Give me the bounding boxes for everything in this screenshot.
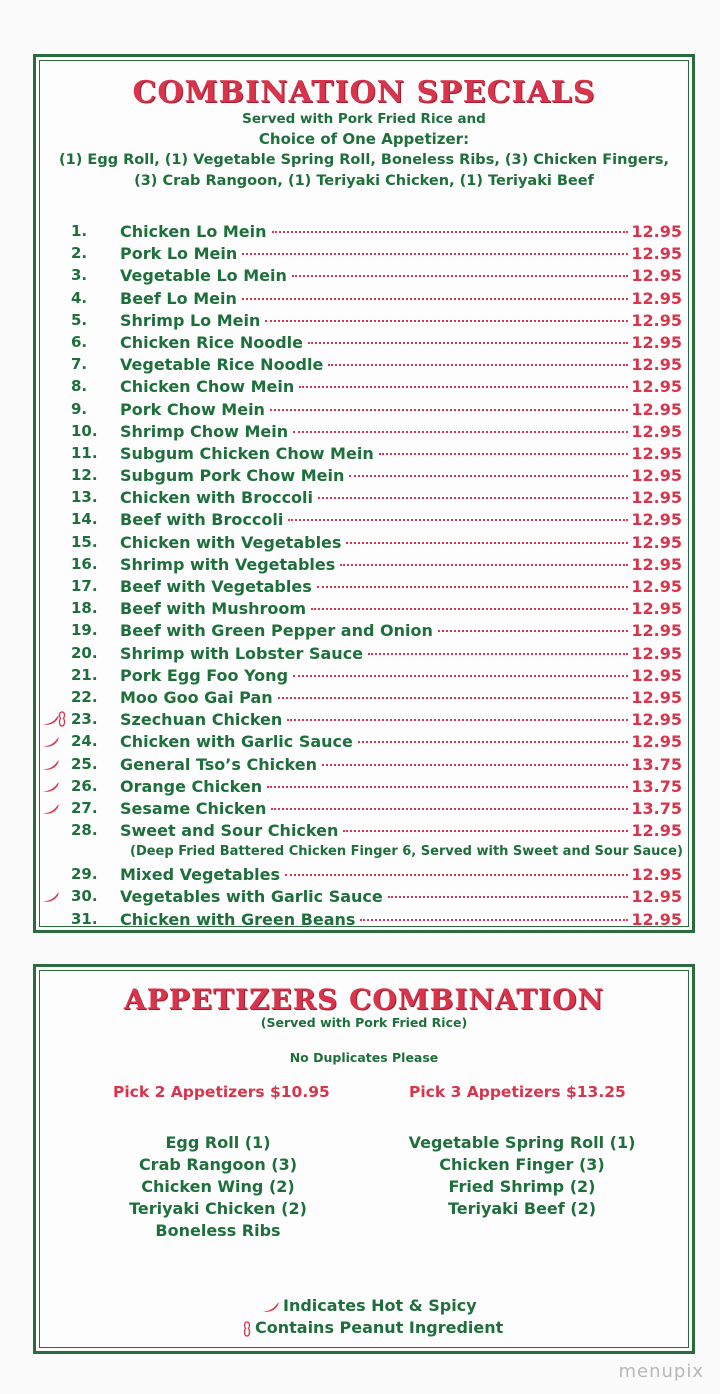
menu-item-name: Sweet and Sour Chicken bbox=[120, 821, 339, 841]
leader-dots bbox=[340, 564, 628, 566]
menu-item-number: 18. bbox=[71, 599, 98, 618]
menu-item-line bbox=[120, 222, 682, 241]
menu-item-price: 12.95 bbox=[631, 332, 682, 352]
menu-item-icons bbox=[40, 711, 66, 729]
menu-item-price: 12.95 bbox=[631, 554, 682, 574]
menu-item-line bbox=[120, 555, 682, 574]
leader-dots bbox=[270, 409, 628, 411]
menu-item-name: Beef with Green Pepper and Onion bbox=[120, 621, 433, 641]
menu-item-row bbox=[36, 754, 692, 776]
appetizer-list-right bbox=[372, 1133, 672, 1221]
menu-item-row bbox=[36, 243, 692, 265]
menu-item-number: 3. bbox=[71, 266, 88, 285]
menu-item-line bbox=[120, 821, 682, 840]
menu-item-name: Subgum Pork Chow Mein bbox=[120, 466, 345, 486]
appetizer-item: Egg Roll (1) bbox=[165, 1133, 271, 1152]
menu-item-row bbox=[36, 554, 692, 576]
leader-dots bbox=[292, 275, 629, 277]
leader-dots bbox=[287, 719, 628, 721]
leader-dots bbox=[346, 542, 628, 544]
menu-item-name: Moo Goo Gai Pan bbox=[120, 687, 273, 707]
menu-item-line bbox=[120, 910, 682, 929]
menu-item-price: 12.95 bbox=[631, 687, 682, 707]
menu-item-row bbox=[36, 909, 692, 931]
leader-dots bbox=[272, 231, 629, 233]
menu-item-row bbox=[36, 221, 692, 243]
menu-item-line bbox=[120, 755, 682, 774]
menu-item-name: Chicken with Broccoli bbox=[120, 488, 314, 508]
menu-item-number: 11. bbox=[71, 443, 98, 462]
menu-item-number: 22. bbox=[71, 687, 98, 706]
appetizers-combination-title: APPETIZERS COMBINATION bbox=[123, 983, 605, 1016]
menu-item-line bbox=[120, 865, 682, 884]
legend-peanut bbox=[242, 1318, 503, 1337]
leader-dots bbox=[368, 653, 628, 655]
menu-item-icons bbox=[40, 223, 66, 241]
menu-item-number: 24. bbox=[71, 732, 98, 751]
menu-item-line bbox=[120, 400, 682, 419]
menu-item-icons bbox=[40, 556, 66, 574]
menu-item-note: (Deep Fried Battered Chicken Finger 6, Served with Sweet and Sour Sauce) bbox=[130, 844, 683, 860]
menu-item-line bbox=[120, 577, 682, 596]
menu-item-row bbox=[36, 443, 692, 465]
menu-item-icons bbox=[40, 511, 66, 529]
leader-dots bbox=[308, 342, 628, 344]
menu-item-number: 25. bbox=[71, 754, 98, 773]
menu-item-number: 15. bbox=[71, 532, 98, 551]
menu-item-name: Shrimp Lo Mein bbox=[120, 310, 261, 330]
peanut-icon bbox=[242, 1321, 252, 1337]
menu-item-number: 17. bbox=[71, 577, 98, 595]
appetizer-item: Fried Shrimp (2) bbox=[448, 1177, 596, 1196]
menupix-watermark: menupix bbox=[618, 1361, 704, 1382]
menu-item-line bbox=[120, 710, 682, 729]
leader-dots bbox=[265, 320, 628, 322]
menu-item-number: 31. bbox=[71, 909, 98, 928]
menu-item-row bbox=[36, 687, 692, 709]
menu-item-row bbox=[36, 643, 692, 665]
pick-2-appetizers-price: Pick 2 Appetizers $10.95 bbox=[113, 1083, 330, 1101]
appetizers-served-with: (Served with Pork Fried Rice) bbox=[260, 1015, 468, 1030]
menu-item-line bbox=[120, 510, 682, 529]
menu-item-name: Chicken Rice Noodle bbox=[120, 332, 303, 352]
menu-item-icons bbox=[40, 245, 66, 263]
menu-item-line bbox=[120, 488, 682, 507]
menu-item-line bbox=[120, 266, 682, 285]
menu-item-line bbox=[120, 887, 682, 906]
menu-item-row bbox=[36, 310, 692, 332]
menu-item-icons bbox=[40, 800, 66, 818]
combination-specials-box bbox=[33, 54, 695, 933]
menu-item-line bbox=[120, 777, 682, 796]
menu-item-line bbox=[120, 422, 682, 441]
legend-hot-spicy bbox=[262, 1296, 477, 1315]
menu-item-row bbox=[36, 354, 692, 376]
menu-item-name: Chicken with Garlic Sauce bbox=[120, 732, 353, 752]
menu-item-icons bbox=[40, 689, 66, 707]
menu-item-number: 26. bbox=[71, 776, 98, 795]
hot-pepper-icon bbox=[42, 759, 60, 771]
menu-item-line bbox=[120, 289, 682, 308]
menu-item-line bbox=[120, 666, 682, 685]
menu-item-row bbox=[36, 598, 692, 620]
menu-item-number: 10. bbox=[71, 421, 98, 440]
leader-dots bbox=[278, 697, 629, 699]
leader-dots bbox=[311, 608, 628, 610]
leader-dots bbox=[293, 675, 628, 677]
leader-dots bbox=[293, 431, 628, 433]
menu-item-icons bbox=[40, 267, 66, 285]
menu-item-number: 28. bbox=[71, 821, 98, 840]
combo-appetizer-options-1: (1) Egg Roll, (1) Vegetable Spring Roll, Boneless Ribs, (3) Chicken Fingers, bbox=[59, 152, 669, 168]
combo-served-with: Served with Pork Fried Rice and bbox=[242, 111, 486, 127]
menu-item-icons bbox=[40, 911, 66, 929]
menu-item-name: Subgum Chicken Chow Mein bbox=[120, 443, 374, 463]
menu-item-price: 12.95 bbox=[631, 732, 682, 752]
menu-item-name: Vegetables with Garlic Sauce bbox=[120, 887, 383, 907]
hot-pepper-icon bbox=[42, 736, 60, 748]
appetizer-item: Boneless Ribs bbox=[155, 1221, 281, 1240]
hot-pepper-icon bbox=[262, 1300, 280, 1314]
menu-item-row bbox=[36, 820, 692, 842]
menu-item-price: 12.95 bbox=[631, 621, 682, 641]
menu-item-icons bbox=[40, 600, 66, 618]
menu-item-row bbox=[36, 376, 692, 398]
menu-item-icons bbox=[40, 489, 66, 507]
leader-dots bbox=[379, 453, 629, 455]
menu-item-price: 12.95 bbox=[631, 377, 682, 397]
menu-item-price: 12.95 bbox=[631, 909, 682, 929]
menu-item-line bbox=[120, 244, 682, 263]
menu-item-number: 21. bbox=[71, 665, 98, 684]
menu-item-line bbox=[120, 355, 682, 374]
leader-dots bbox=[438, 630, 629, 632]
menu-item-name: Szechuan Chicken bbox=[120, 710, 283, 730]
menu-item-price: 12.95 bbox=[631, 510, 682, 530]
menu-item-row bbox=[36, 509, 692, 531]
leader-dots bbox=[317, 586, 629, 588]
menu-item-number: 20. bbox=[71, 643, 98, 662]
menu-item-icons bbox=[40, 401, 66, 419]
menu-item-icons bbox=[40, 467, 66, 485]
appetizer-item: Chicken Wing (2) bbox=[141, 1177, 295, 1196]
menu-item-row bbox=[36, 399, 692, 421]
menu-item-icons bbox=[40, 756, 66, 774]
menu-item-price: 12.95 bbox=[631, 643, 682, 663]
menu-item-name: Orange Chicken bbox=[120, 776, 263, 796]
menu-item-line bbox=[120, 644, 682, 663]
leader-dots bbox=[299, 386, 628, 388]
legend-hot-label: Indicates Hot & Spicy bbox=[283, 1296, 477, 1315]
menu-item-icons bbox=[40, 290, 66, 308]
menu-item-line bbox=[120, 466, 682, 485]
menu-item-number: 5. bbox=[71, 310, 88, 329]
menu-item-name: General Tso’s Chicken bbox=[120, 754, 317, 774]
menu-item-number: 4. bbox=[71, 288, 88, 307]
peanut-icon bbox=[57, 711, 67, 727]
menu-item-icons bbox=[40, 822, 66, 840]
menu-item-number: 30. bbox=[71, 887, 98, 906]
menu-item-icons bbox=[40, 378, 66, 396]
menu-item-number: 13. bbox=[71, 488, 98, 507]
hot-pepper-icon bbox=[42, 781, 60, 793]
menu-item-icons bbox=[40, 534, 66, 552]
menu-item-price: 12.95 bbox=[631, 665, 682, 685]
menu-item-price: 13.75 bbox=[631, 776, 682, 796]
menu-item-number: 19. bbox=[71, 621, 98, 640]
menu-item-price: 12.95 bbox=[631, 222, 682, 241]
menu-item-name: Shrimp with Lobster Sauce bbox=[120, 643, 364, 663]
menu-item-icons bbox=[40, 312, 66, 330]
leader-dots bbox=[288, 519, 628, 521]
menu-item-icons bbox=[40, 888, 66, 906]
menu-item-row bbox=[36, 421, 692, 443]
menu-item-number: 29. bbox=[71, 865, 98, 884]
menu-item-row bbox=[36, 465, 692, 487]
menu-item-number: 16. bbox=[71, 554, 98, 573]
menu-item-icons bbox=[40, 334, 66, 352]
combo-choice-appetizer: Choice of One Appetizer: bbox=[258, 130, 470, 148]
leader-dots bbox=[242, 298, 629, 300]
menu-item-icons bbox=[40, 733, 66, 751]
leader-dots bbox=[285, 874, 628, 876]
menu-item-number: 12. bbox=[71, 466, 98, 485]
menu-item-name: Chicken Chow Mein bbox=[120, 377, 295, 397]
appetizer-list-left bbox=[68, 1133, 368, 1243]
menu-item-row bbox=[36, 332, 692, 354]
combination-menu-list bbox=[36, 221, 692, 931]
menu-item-line bbox=[120, 311, 682, 330]
menu-item-row bbox=[36, 532, 692, 554]
pick-3-appetizers-price: Pick 3 Appetizers $13.25 bbox=[409, 1083, 626, 1101]
menu-item-name: Shrimp Chow Mein bbox=[120, 421, 289, 441]
legend-peanut-label: Contains Peanut Ingredient bbox=[255, 1318, 504, 1337]
menu-item-icons bbox=[40, 622, 66, 640]
menu-item-name: Beef with Mushroom bbox=[120, 599, 307, 619]
menu-item-name: Pork Egg Foo Yong bbox=[120, 665, 289, 685]
menu-item-line bbox=[120, 533, 682, 552]
leader-dots bbox=[318, 497, 628, 499]
menu-item-price: 12.95 bbox=[631, 443, 682, 463]
appetizer-item: Crab Rangoon (3) bbox=[138, 1155, 298, 1174]
menu-item-icons bbox=[40, 445, 66, 463]
leader-dots bbox=[358, 741, 629, 743]
menu-item-icons bbox=[40, 645, 66, 663]
menu-item-line bbox=[120, 333, 682, 352]
hot-pepper-icon bbox=[42, 803, 60, 815]
menu-item-name: Chicken Lo Mein bbox=[120, 222, 267, 241]
menu-item-row bbox=[36, 288, 692, 310]
menu-item-price: 12.95 bbox=[631, 865, 682, 885]
menu-item-line bbox=[120, 732, 682, 751]
appetizer-item: Chicken Finger (3) bbox=[439, 1155, 605, 1174]
menu-item-icons bbox=[40, 866, 66, 884]
menu-item-number: 27. bbox=[71, 798, 98, 817]
menu-item-name: Beef Lo Mein bbox=[120, 288, 237, 308]
menu-item-row bbox=[36, 620, 692, 642]
menu-item-price: 12.95 bbox=[631, 710, 682, 730]
appetizers-combination-box bbox=[33, 964, 695, 1354]
no-duplicates-note: No Duplicates Please bbox=[289, 1050, 439, 1065]
appetizer-item: Teriyaki Chicken (2) bbox=[129, 1199, 307, 1218]
menu-item-icons bbox=[40, 778, 66, 796]
menu-item-price: 12.95 bbox=[631, 488, 682, 508]
menu-item-row bbox=[36, 665, 692, 687]
hot-pepper-icon bbox=[42, 891, 60, 903]
menu-item-name: Vegetable Rice Noodle bbox=[120, 355, 324, 375]
menu-item-line bbox=[120, 444, 682, 463]
menu-item-row bbox=[36, 798, 692, 820]
leader-dots bbox=[388, 896, 629, 898]
menu-item-line bbox=[120, 599, 682, 618]
menu-item-icons bbox=[40, 356, 66, 374]
menu-item-number: 7. bbox=[71, 355, 88, 374]
menu-item-note-row bbox=[36, 842, 692, 864]
menu-item-price: 12.95 bbox=[631, 532, 682, 552]
menu-item-name: Pork Lo Mein bbox=[120, 244, 238, 264]
menu-item-row bbox=[36, 886, 692, 908]
menu-item-name: Beef with Vegetables bbox=[120, 577, 312, 596]
menu-item-price: 12.95 bbox=[631, 244, 682, 264]
menu-item-name: Mixed Vegetables bbox=[120, 865, 281, 885]
menu-item-row bbox=[36, 709, 692, 731]
menu-item-price: 12.95 bbox=[631, 266, 682, 286]
appetizer-item: Vegetable Spring Roll (1) bbox=[408, 1133, 636, 1152]
menu-item-number: 8. bbox=[71, 377, 88, 396]
menu-item-name: Pork Chow Mein bbox=[120, 399, 265, 419]
menu-item-name: Sesame Chicken bbox=[120, 798, 267, 818]
menu-item-price: 12.95 bbox=[631, 288, 682, 308]
menu-item-price: 12.95 bbox=[631, 821, 682, 841]
menu-item-price: 12.95 bbox=[631, 599, 682, 619]
menu-item-line bbox=[120, 621, 682, 640]
menu-item-price: 12.95 bbox=[631, 577, 682, 596]
menu-item-number: 9. bbox=[71, 399, 88, 418]
menu-item-row bbox=[36, 265, 692, 287]
menu-item-icons bbox=[40, 667, 66, 685]
menu-item-number: 2. bbox=[71, 244, 88, 263]
menu-item-number: 6. bbox=[71, 332, 88, 351]
menu-item-name: Chicken with Vegetables bbox=[120, 532, 342, 552]
leader-dots bbox=[271, 808, 628, 810]
menu-item-line bbox=[120, 799, 682, 818]
combination-specials-title: COMBINATION SPECIALS bbox=[132, 75, 596, 110]
menu-item-number: 1. bbox=[71, 222, 88, 240]
menu-item-number: 23. bbox=[71, 710, 98, 729]
menu-item-row bbox=[36, 864, 692, 886]
leader-dots bbox=[349, 475, 628, 477]
leader-dots bbox=[242, 253, 628, 255]
menu-item-name: Beef with Broccoli bbox=[120, 510, 284, 530]
menu-item-price: 12.95 bbox=[631, 399, 682, 419]
menu-item-row bbox=[36, 576, 692, 598]
menu-item-price: 13.75 bbox=[631, 798, 682, 818]
menu-item-price: 12.95 bbox=[631, 355, 682, 375]
menu-item-price: 12.95 bbox=[631, 887, 682, 907]
menu-item-price: 13.75 bbox=[631, 754, 682, 774]
combo-appetizer-options-2: (3) Crab Rangoon, (1) Teriyaki Chicken, (1) Teriyaki Beef bbox=[134, 173, 594, 189]
menu-item-number: 14. bbox=[71, 510, 98, 529]
menu-item-name: Shrimp with Vegetables bbox=[120, 554, 336, 574]
menu-item-name: Vegetable Lo Mein bbox=[120, 266, 287, 286]
leader-dots bbox=[267, 786, 628, 788]
leader-dots bbox=[360, 919, 628, 921]
menu-item-name: Chicken with Green Beans bbox=[120, 909, 356, 929]
menu-item-line bbox=[120, 377, 682, 396]
menu-item-price: 12.95 bbox=[631, 466, 682, 486]
menu-item-row bbox=[36, 776, 692, 798]
menu-item-icons bbox=[40, 578, 66, 596]
leader-dots bbox=[322, 764, 628, 766]
menu-item-price: 12.95 bbox=[631, 421, 682, 441]
appetizer-item: Teriyaki Beef (2) bbox=[447, 1199, 597, 1218]
menu-item-price: 12.95 bbox=[631, 310, 682, 330]
menu-item-icons bbox=[40, 423, 66, 441]
menu-item-row bbox=[36, 731, 692, 753]
leader-dots bbox=[328, 364, 628, 366]
menu-item-row bbox=[36, 487, 692, 509]
leader-dots bbox=[343, 830, 628, 832]
menu-item-line bbox=[120, 688, 682, 707]
